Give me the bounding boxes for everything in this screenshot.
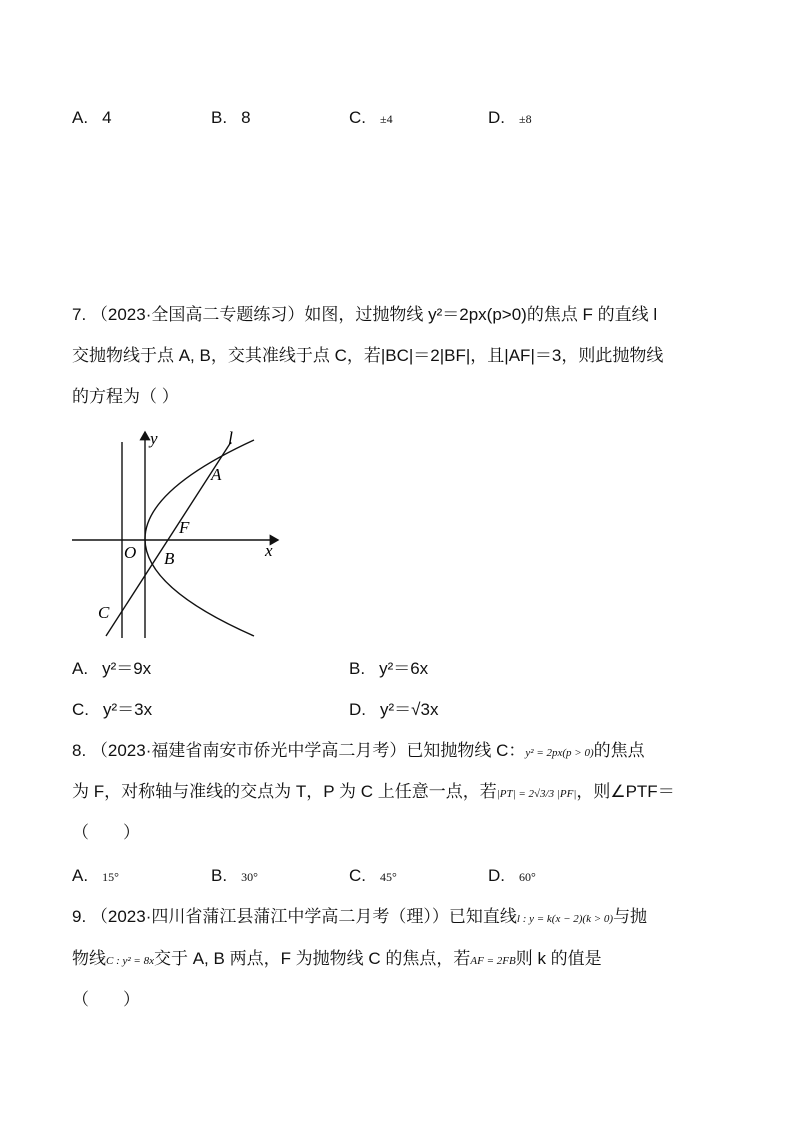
q9-stem-line-3: （ ）	[72, 990, 140, 1009]
label-f: F	[179, 518, 190, 537]
option-label: C.	[72, 700, 89, 719]
q6-option-c	[349, 108, 393, 129]
q9-text-1b: 与抛	[613, 907, 648, 926]
q8-stem-line-1	[72, 741, 645, 763]
q8-math-2: |PT| = 2√3/3 |PF|	[496, 788, 577, 800]
option-value: y²＝9x	[102, 659, 152, 678]
option-label: C.	[349, 108, 366, 127]
q7-option-d	[349, 700, 438, 720]
q7-stem-line-1: 7. （2023·全国高二专题练习）如图，过抛物线 y²＝2px(p>0)的焦点 F 的直线 l	[72, 305, 658, 324]
option-value: ±8	[519, 112, 532, 126]
option-value: 15°	[102, 870, 119, 884]
q9-stem-line-2	[72, 949, 602, 971]
label-x: x	[265, 541, 273, 560]
q9-math-2: C : y² = 8x	[106, 955, 154, 967]
option-value: 30°	[241, 870, 258, 884]
q8-option-c	[349, 866, 397, 887]
option-value: y²＝√3x	[380, 700, 439, 719]
q9-text-2b: 交于 A, B 两点，F 为抛物线 C 的焦点，若	[154, 949, 471, 968]
q7-stem-line-2: 交抛物线于点 A, B，交其准线于点 C，若|BC|＝2|BF|，且|AF|＝3，则此抛物线	[72, 346, 664, 365]
q9-text-1a: 9. （2023·四川省蒲江县蒲江中学高二月考（理））已知直线	[72, 907, 517, 926]
option-label: C.	[349, 866, 366, 885]
label-l: l	[228, 428, 234, 448]
option-label: D.	[349, 700, 366, 719]
q6-option-d	[488, 108, 532, 129]
label-a: A	[211, 465, 222, 484]
option-label: B.	[211, 108, 228, 127]
parabola-curve	[145, 440, 254, 636]
label-c: C	[98, 603, 110, 622]
option-value: 45°	[380, 870, 397, 884]
q7-option-c	[72, 700, 152, 720]
q7-stem-line-3: 的方程为（ ）	[72, 387, 179, 406]
q8-option-d	[488, 866, 536, 887]
q9-text-2c: 则 k 的值是	[515, 949, 602, 968]
q8-text-1a: 8. （2023·福建省南安市侨光中学高二月考）已知抛物线 C：	[72, 741, 526, 760]
option-label: B.	[211, 866, 228, 885]
option-value: 8	[241, 108, 251, 127]
option-value: y²＝3x	[103, 700, 153, 719]
q9-math-1: l : y = k(x − 2)(k > 0)	[516, 913, 614, 925]
q8-option-a	[72, 866, 119, 887]
option-value: 4	[102, 108, 112, 127]
q8-text-1b: 的焦点	[593, 741, 645, 760]
option-label: A.	[72, 659, 89, 678]
q9-text-2a: 物线	[72, 949, 106, 968]
q8-stem-line-3: （ ）	[72, 823, 140, 842]
q8-stem-line-2	[72, 782, 675, 804]
q7-option-b	[349, 659, 428, 679]
label-y: y	[150, 429, 158, 448]
label-b: B	[164, 549, 175, 568]
option-label: D.	[488, 866, 505, 885]
q6-option-a	[72, 108, 112, 128]
q9-stem-line-1	[72, 907, 647, 929]
q8-option-b	[211, 866, 258, 887]
option-label: D.	[488, 108, 505, 127]
option-label: A.	[72, 866, 89, 885]
q8-text-2a: 为 F，对称轴与准线的交点为 T，P 为 C 上任意一点，若	[72, 782, 497, 801]
parabola-figure	[66, 422, 288, 644]
q9-math-3: AF = 2FB	[470, 955, 516, 967]
q8-text-2b: ，则∠PTF＝	[576, 782, 675, 801]
option-value: 60°	[519, 870, 536, 884]
q6-option-b	[211, 108, 251, 128]
option-label: B.	[349, 659, 366, 678]
option-label: A.	[72, 108, 89, 127]
label-o: O	[124, 543, 137, 562]
option-value: y²＝6x	[379, 659, 429, 678]
q7-option-a	[72, 659, 151, 679]
option-value: ±4	[380, 112, 393, 126]
q8-math-1: y² = 2px(p > 0)	[525, 747, 594, 759]
